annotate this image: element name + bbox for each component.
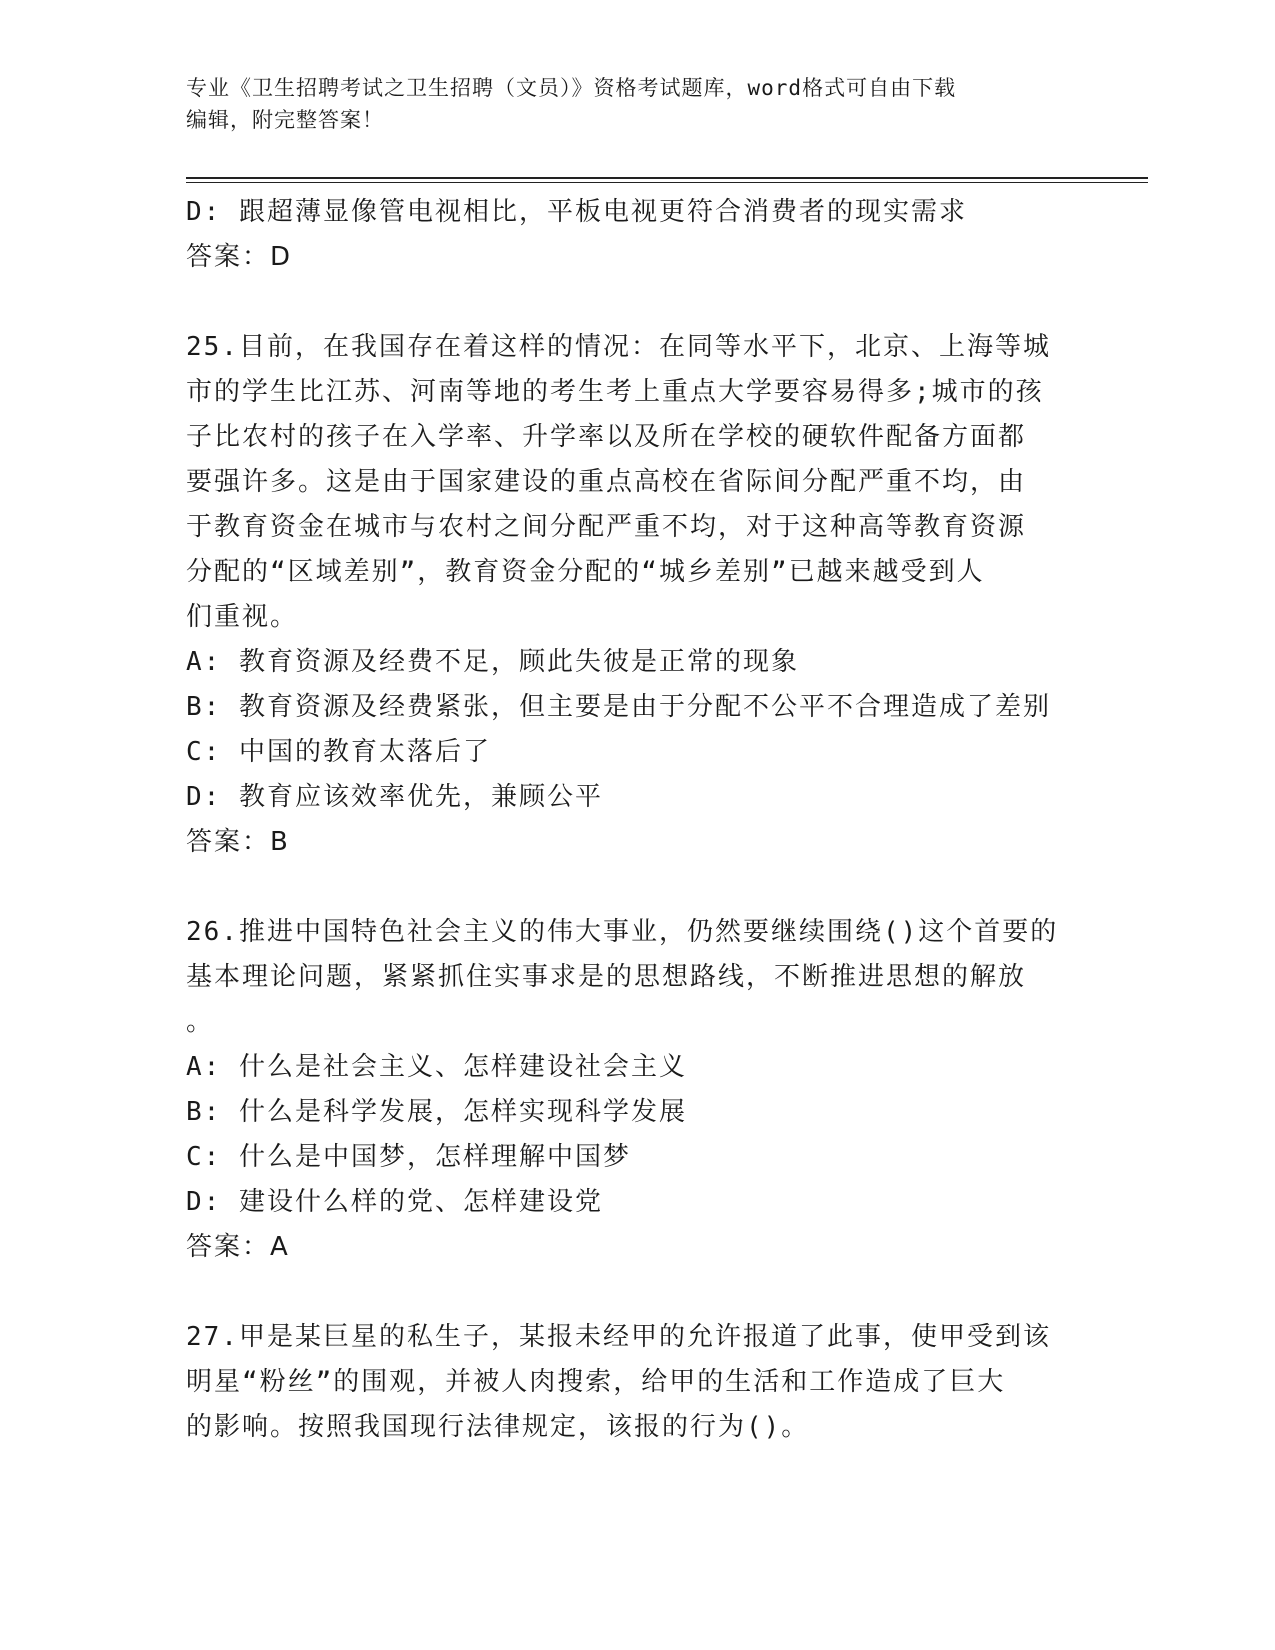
- q26-stem-line: 26.推进中国特色社会主义的伟大事业，仍然要继续围绕()这个首要的: [186, 917, 1059, 947]
- q25-stem-line: 要强许多。这是由于国家建设的重点高校在省际间分配严重不均，由: [186, 467, 1027, 497]
- q25-stem-line: 们重视。: [186, 602, 299, 632]
- q26-answer: 答案：A: [186, 1232, 290, 1262]
- q24-answer: 答案：D: [186, 242, 293, 272]
- q25-stem: [186, 325, 1086, 640]
- q26-stem: [186, 910, 1086, 1045]
- header-title-line1: 专业《卫生招聘考试之卫生招聘（文员）》资格考试题库，word格式可自由下载: [186, 76, 957, 100]
- question-content: [186, 190, 1086, 1450]
- header-rule-thin: [186, 182, 1148, 183]
- header-title-line2: 编辑，附完整答案！: [186, 108, 384, 132]
- q25-option-b: B: 教育资源及经费紧张，但主要是由于分配不公平不合理造成了差别: [186, 692, 1051, 722]
- header-rule-thick: [186, 177, 1148, 179]
- q25-answer: 答案：B: [186, 827, 290, 857]
- spacer: [186, 280, 1086, 325]
- q25-option-c: C: 中国的教育太落后了: [186, 737, 491, 767]
- page-header: [186, 72, 1066, 136]
- q27-stem-line: 27.甲是某巨星的私生子，某报未经甲的允许报道了此事，使甲受到该: [186, 1322, 1051, 1352]
- q27-stem-line: 的影响。按照我国现行法律规定，该报的行为()。: [186, 1412, 810, 1442]
- q25-option-d: D: 教育应该效率优先，兼顾公平: [186, 782, 603, 812]
- q25-stem-line: 25.目前，在我国存在着这样的情况：在同等水平下，北京、上海等城: [186, 332, 1051, 362]
- q25-option-a: A: 教育资源及经费不足，顾此失彼是正常的现象: [186, 647, 799, 677]
- q25-stem-line: 分配的“区域差别”，教育资金分配的“城乡差别”已越来越受到人: [186, 557, 985, 587]
- q26-stem-line: 基本理论问题，紧紧抓住实事求是的思想路线，不断推进思想的解放: [186, 962, 1027, 992]
- q25-stem-line: 子比农村的孩子在入学率、升学率以及所在学校的硬软件配备方面都: [186, 422, 1027, 452]
- spacer: [186, 1270, 1086, 1315]
- q26-option-a: A: 什么是社会主义、怎样建设社会主义: [186, 1052, 687, 1082]
- spacer: [186, 865, 1086, 910]
- q27-stem-line: 明星“粉丝”的围观，并被人肉搜索，给甲的生活和工作造成了巨大: [186, 1367, 1006, 1397]
- q27-stem: [186, 1315, 1086, 1450]
- q26-option-d: D: 建设什么样的党、怎样建设党: [186, 1187, 603, 1217]
- q25-stem-line: 市的学生比江苏、河南等地的考生考上重点大学要容易得多;城市的孩: [186, 377, 1044, 407]
- q24-option-d: D: 跟超薄显像管电视相比，平板电视更符合消费者的现实需求: [186, 197, 967, 227]
- q26-option-c: C: 什么是中国梦，怎样理解中国梦: [186, 1142, 631, 1172]
- q25-stem-line: 于教育资金在城市与农村之间分配严重不均，对于这种高等教育资源: [186, 512, 1027, 542]
- q26-stem-line: 。: [186, 1007, 215, 1037]
- q26-option-b: B: 什么是科学发展，怎样实现科学发展: [186, 1097, 687, 1127]
